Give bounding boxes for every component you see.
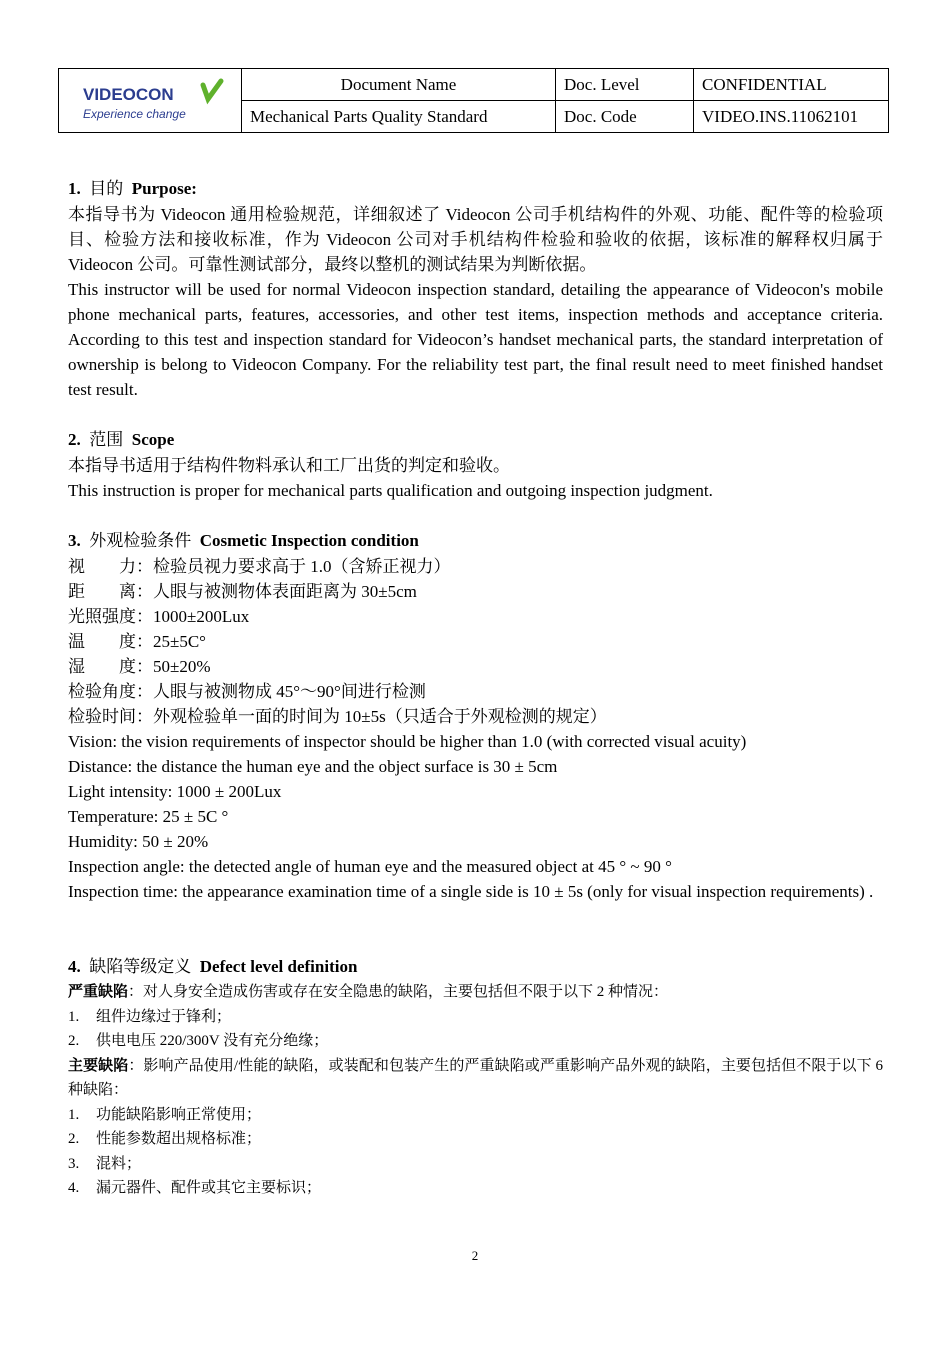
section-2-heading: 2. 范围 Scope: [68, 430, 175, 449]
logo-check-icon: [203, 81, 221, 99]
doc-name-value: Mechanical Parts Quality Standard: [242, 101, 556, 133]
condition-en-distance: Distance: the distance the human eye and the object surface is 30 ± 5cm: [68, 757, 558, 776]
section-2-paragraph-cn: 本指导书适用于结构件物料承认和工厂出货的判定和验收。: [68, 456, 510, 475]
section-2-paragraph-en: This instruction is proper for mechanical parts qualification and outgoing inspection judgment.: [68, 481, 713, 500]
section-4-heading: 4. 缺陷等级定义 Defect level definition: [68, 957, 358, 976]
svg-text:Experience change: Experience change: [83, 107, 186, 121]
condition-en-humidity: Humidity: 50 ± 20%: [68, 832, 209, 851]
condition-en-time: Inspection time: the appearance examination time of a single side is 10 ± 5s (only for visual inspection requirements) .: [68, 882, 874, 901]
condition-en-angle: Inspection angle: the detected angle of human eye and the measured object at 45 ° ~ 90 °: [68, 857, 672, 876]
company-logo-cell: [59, 69, 242, 133]
section-1-paragraph-en: This instructor will be used for normal Videocon inspection standard, detailing the appearance of Videocon's mobile phone mechanical parts, features, accessories, and other test items, inspection methods and acceptance criteria. According to this test and inspection standard for Videocon’s handset mechanical parts, the standard interpretation of ownership is belong to Videocon Company. For the reliability test part, the final result need to meet finished handset test result.: [68, 280, 883, 399]
critical-defect-definition: 严重缺陷：对人身安全造成伤害或存在安全隐患的缺陷，主要包括但不限于以下 2 种情况：: [68, 984, 669, 1000]
condition-en-vision: Vision: the vision requirements of inspector should be higher than 1.0 (with corrected visual acuity): [68, 732, 747, 751]
document-header-table: [58, 68, 889, 133]
list-item: 1. 组件边缘过于锋利；: [68, 1008, 232, 1025]
list-item: 3. 混料；: [68, 1155, 142, 1172]
section-3-heading: 3. 外观检验条件 Cosmetic Inspection condition: [68, 531, 419, 550]
videocon-logo: [75, 73, 225, 123]
svg-text:VIDEOCON: VIDEOCON: [83, 85, 174, 104]
condition-cn-light: 光照强度：1000±200Lux: [68, 607, 250, 626]
condition-cn-distance: 距 离：人眼与被测物体表面距离为 30±5cm: [68, 582, 417, 601]
list-item: 2. 供电电压 220/300V 没有充分绝缘；: [68, 1033, 329, 1049]
condition-en-temperature: Temperature: 25 ± 5C °: [68, 807, 229, 826]
section-1-paragraph-cn: 本指导书为 Videocon 通用检验规范，详细叙述了 Videocon 公司手机结构件的外观、功能、配件等的检验项目、检验方法和接收标准，作为 Videocon 公司对手机结构件检验和验收的依据，该标准的解释权归属于 Videocon 公司。可靠性测试部分，最终以整机的测试结果为判断依据。: [68, 205, 883, 274]
page-number: 2: [471, 1248, 479, 1263]
major-defect-definition: 主要缺陷：影响产品使用/性能的缺陷，或装配和包装产生的严重缺陷或严重影响产品外观的缺陷，主要包括但不限于以下 6 种缺陷：: [68, 1057, 883, 1098]
condition-cn-angle: 检验角度：人眼与被测物成 45°～90°间进行检测: [68, 682, 426, 701]
section-1-heading: 1. 目的 Purpose:: [68, 179, 197, 198]
condition-en-light: Light intensity: 1000 ± 200Lux: [68, 782, 282, 801]
list-item: 1. 功能缺陷影响正常使用；: [68, 1106, 262, 1123]
doc-level-value: CONFIDENTIAL: [694, 69, 889, 101]
condition-cn-time: 检验时间：外观检验单一面的时间为 10±5s（只适合于外观检测的规定）: [68, 707, 607, 726]
doc-level-label: Doc. Level: [556, 69, 694, 101]
condition-cn-temperature: 温 度：25±5C°: [68, 632, 206, 651]
doc-name-label: Document Name: [242, 69, 556, 101]
condition-cn-vision: 视 力：检验员视力要求高于 1.0（含矫正视力）: [68, 557, 451, 576]
document-body: [68, 176, 883, 1201]
list-item: 2. 性能参数超出规格标准；: [68, 1131, 262, 1147]
list-item: 4. 漏元器件、配件或其它主要标识；: [68, 1180, 322, 1196]
doc-code-value: VIDEO.INS.11062101: [694, 101, 889, 133]
condition-cn-humidity: 湿 度：50±20%: [68, 657, 211, 676]
doc-code-label: Doc. Code: [556, 101, 694, 133]
